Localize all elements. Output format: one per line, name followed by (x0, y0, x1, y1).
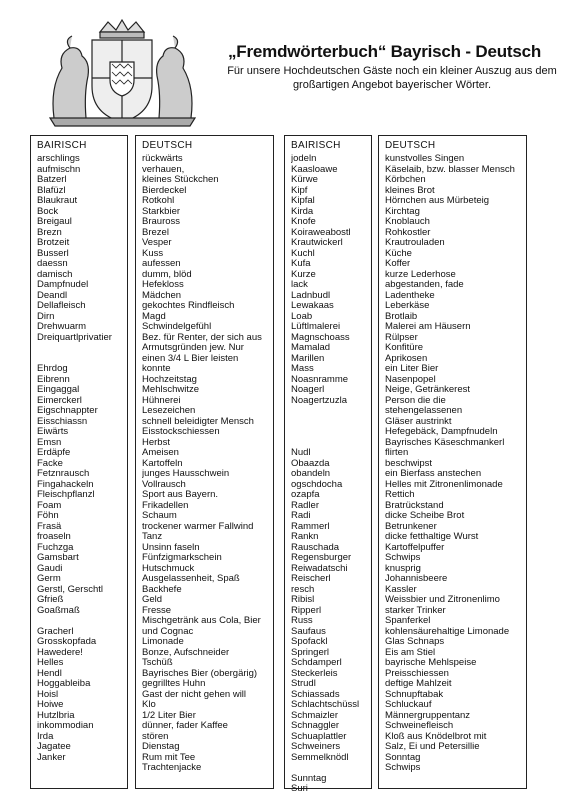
entry: Helles (37, 658, 64, 668)
entry: aufessen (142, 259, 181, 269)
entry: flirten (385, 448, 409, 458)
entry: Erdäpfe (37, 448, 71, 458)
entry: Kuss (142, 248, 164, 259)
entry: kohlensäurehaltige Limonade (385, 626, 510, 637)
entry: Hendl (37, 668, 62, 679)
entry: Schiassads (291, 689, 340, 700)
entry: lack (291, 280, 308, 290)
entry: Radi (291, 511, 311, 521)
entry: Hutzlbria (37, 710, 75, 721)
entry: Schnupftabak (385, 689, 444, 700)
entry: deftige Mahlzeit (385, 679, 452, 689)
entry: knusprig (385, 563, 421, 574)
entry: Kufa (291, 259, 311, 269)
subtitle-line-2: großartigen Angebot bayerischer Wörter. (292, 79, 492, 91)
entry: Rotkohl (142, 196, 175, 206)
entry: Blafüzl (37, 185, 66, 196)
entry: Schuaplattler (291, 731, 347, 742)
entry: Frikadellen (142, 500, 189, 511)
word-list (31, 154, 127, 763)
entry: abgestanden, fade (385, 280, 464, 290)
entry: Gaudi (37, 563, 63, 574)
entry: Eingaggal (37, 385, 80, 395)
entry: Frasä (37, 521, 62, 532)
entry: jodeln (291, 154, 317, 164)
entry: Betrunkener (385, 521, 437, 532)
entry: kunstvolles Singen (385, 154, 465, 164)
entry: Hawedere! (37, 647, 83, 658)
column-header: DEUTSCH (385, 140, 436, 151)
bavarian-coat-of-arms (40, 18, 205, 128)
entry: Krautwickerl (291, 238, 343, 248)
entry: gegrilltes Huhn (142, 679, 206, 689)
entry: Vollrausch (142, 479, 186, 490)
entry: Bratrückstand (385, 500, 444, 511)
entry: Weissbier und Zitronenlimo (385, 595, 500, 605)
entry: Radler (291, 500, 319, 511)
entry: junges Hausschwein (142, 469, 230, 479)
entry: Helles mit Zitronenlimonade (385, 479, 503, 490)
entry: Dampfnudel (37, 280, 89, 290)
entry: dicke Scheibe Brot (385, 511, 465, 521)
entry: Person die die (385, 395, 446, 406)
entry: Rülpser (385, 332, 418, 343)
entry: Janker (37, 752, 66, 763)
entry: Fetznrausch (37, 469, 90, 479)
entry: Nudl (291, 448, 311, 458)
entry: Ameisen (142, 448, 179, 458)
entry: inkommodian (37, 721, 94, 731)
entry: Föhn (37, 511, 59, 521)
entry: Suri (291, 784, 308, 794)
entry: Reischerl (291, 574, 331, 584)
entry: Kirchtag (385, 206, 420, 217)
entry: Salz, Ei und Petersillie (385, 742, 480, 752)
entry: beschwipst (385, 458, 432, 469)
entry: Gfrieß (37, 595, 64, 605)
entry: Knoblauch (385, 217, 430, 227)
entry: Bonze, Aufschneider (142, 647, 230, 658)
entry: Küche (385, 248, 412, 259)
entry: Brotzeit (37, 238, 70, 248)
entry: Glas Schnaps (385, 637, 445, 647)
entry: 1/2 Liter Bier (142, 710, 196, 721)
entry: Konfitüre (385, 343, 424, 353)
entry: Rammerl (291, 521, 330, 532)
entry: dumm, blöd (142, 269, 192, 280)
entry: Mamalad (291, 343, 331, 353)
entry: Ripperl (291, 605, 322, 616)
column-deutsch-1 (135, 135, 274, 789)
entry: Kipf (291, 185, 308, 196)
entry (291, 417, 371, 428)
entry: Eimerckerl (37, 395, 82, 406)
entry: Hochzeitstag (142, 374, 197, 385)
entry: Lesezeichen (142, 406, 196, 416)
entry: Rauschada (291, 542, 340, 553)
entry: verhauen, (142, 164, 185, 175)
entry: resch (291, 584, 315, 595)
column-header: BAIRISCH (37, 140, 87, 151)
entry: Spanferkel (385, 616, 431, 626)
entry: Kipfal (291, 196, 315, 206)
entry: Gläser austrinkt (385, 416, 452, 427)
entry: Facke (37, 458, 63, 469)
entry: damisch (37, 269, 73, 280)
entry: Batzerl (37, 175, 67, 185)
entry: Tanz (142, 532, 163, 542)
entry: Ladnbudl (291, 290, 331, 301)
entry: Kaasloawe (291, 164, 338, 175)
entry (291, 406, 371, 417)
entry: Russ (291, 616, 313, 626)
entry: Springerl (291, 647, 330, 658)
entry: ein Liter Bier (385, 364, 439, 374)
entry: Noasnramme (291, 374, 349, 385)
entry: Malerei am Häusern (385, 322, 471, 332)
entry: Deandl (37, 290, 68, 301)
entry: ein Bierfass anstechen (385, 469, 482, 479)
entry: Schweinefleisch (385, 721, 454, 731)
entry: Rohkostler (385, 227, 431, 238)
entry: Brauross (142, 217, 181, 227)
entry: Bock (37, 206, 59, 217)
entry: Lewakaas (291, 301, 334, 311)
entry: stören (142, 731, 169, 742)
entry: Schluckauf (385, 700, 432, 710)
entry: kurze Lederhose (385, 269, 456, 280)
entry: Sonntag (385, 752, 421, 763)
entry: Hühnerei (142, 395, 181, 406)
entry: Mass (291, 364, 314, 374)
entry: Schwips (385, 763, 421, 773)
entry: Schwindelgefühl (142, 322, 212, 332)
entry: Eisschiassn (37, 416, 88, 427)
entry: konnte (142, 364, 171, 374)
entry: Hoiwe (37, 700, 64, 710)
entry: Starkbier (142, 206, 181, 217)
entry: ozapfa (291, 490, 320, 500)
entry: Emsn (37, 437, 62, 448)
entry: froaseln (37, 532, 71, 542)
entry: Ehrdog (37, 364, 68, 374)
entry: Sport aus Bayern. (142, 490, 219, 500)
entry: Eibrenn (37, 374, 70, 385)
entry: Goaßmaß (37, 605, 80, 616)
entry: Hoggableiba (37, 679, 91, 689)
entry: Leberkäse (385, 301, 430, 311)
entry (37, 616, 127, 627)
entry: Ribisl (291, 595, 315, 605)
entry: Lüftlmalerei (291, 322, 341, 332)
entry: Foam (37, 500, 62, 511)
entry: trockener warmer Fallwind (142, 521, 254, 532)
entry: Koffer (385, 259, 411, 269)
entry: dünner, fader Kaffee (142, 721, 228, 731)
entry: Schweiners (291, 742, 341, 752)
subtitle-line-1: Für unsere Hochdeutschen Gäste noch ein kleiner Auszug aus dem (227, 65, 557, 77)
entry: Breigaul (37, 217, 72, 227)
entry: Brotlaib (385, 311, 418, 322)
word-list (285, 154, 371, 795)
entry: schnell beleidigter Mensch (142, 416, 254, 427)
entry: Bierdeckel (142, 185, 187, 196)
entry: Eigschnappter (37, 406, 98, 416)
entry: Kürwe (291, 175, 318, 185)
entry: Irda (37, 731, 54, 742)
entry: Regensburger (291, 553, 352, 563)
entry: Hefekloss (142, 280, 184, 290)
entry: Kurze (291, 269, 316, 280)
entry: Kartoffeln (142, 458, 183, 469)
entry: Knofe (291, 217, 316, 227)
entry: Bayrisches Bier (obergärig) (142, 668, 258, 679)
entry: Obaazda (291, 458, 330, 469)
entry: Magd (142, 311, 166, 322)
entry (291, 427, 371, 438)
entry: rückwärts (142, 154, 183, 164)
entry: Mehlschwitze (142, 385, 200, 395)
entry: Fleischpflanzl (37, 490, 95, 500)
entry: Vesper (142, 238, 172, 248)
entry: Magnschoass (291, 332, 350, 343)
entry: Rettich (385, 490, 415, 500)
entry: Semmelknödl (291, 752, 349, 763)
entry: Reiwadatschi (291, 563, 348, 574)
entry (291, 763, 371, 774)
entry: starker Trinker (385, 605, 446, 616)
entry: Drehwuarm (37, 322, 87, 332)
entry: Fünfzigmarkschein (142, 553, 222, 563)
entry: Tschüß (142, 658, 173, 668)
entry: Unsinn faseln (142, 542, 200, 553)
entry: Saufaus (291, 626, 326, 637)
entry: Käselaib, bzw. blasser Mensch (385, 164, 515, 175)
entry: Strudl (291, 679, 316, 689)
entry: Dirn (37, 311, 55, 322)
entry: Gast der nicht gehen will (142, 689, 247, 700)
entry: Mischgetränk aus Cola, Bier (142, 616, 261, 626)
entry: Limonade (142, 637, 184, 647)
entry: Schmaizler (291, 710, 338, 721)
entry: Körbchen (385, 175, 426, 185)
entry: einen 3/4 L Bier leisten (142, 353, 239, 364)
entry: Eis am Stiel (385, 647, 436, 658)
entry: Koiraweabostl (291, 227, 351, 238)
entry: Aprikosen (385, 353, 428, 364)
entry: Fuchzga (37, 542, 74, 553)
entry: Hoisl (37, 689, 59, 700)
entry: Fingahackeln (37, 479, 94, 490)
entry: Jagatee (37, 742, 71, 752)
column-header: BAIRISCH (291, 140, 341, 151)
entry: Johannisbeere (385, 574, 448, 584)
entry: Blaukraut (37, 196, 78, 206)
entry: dicke fetthaltige Wurst (385, 532, 479, 542)
entry: Kloß aus Knödelbrot mit (385, 731, 487, 742)
entry: Kartoffelpuffer (385, 542, 445, 553)
entry: Herbst (142, 437, 170, 448)
entry: Rankn (291, 532, 319, 542)
entry: Brezn (37, 227, 62, 238)
entry: Backhefe (142, 584, 182, 595)
entry: Schaum (142, 511, 177, 521)
entry: Neige, Getränkerest (385, 385, 471, 395)
entry: bayrische Mehlspeise (385, 658, 477, 668)
entry: ogschdocha (291, 479, 343, 490)
entry: Trachtenjacke (142, 763, 202, 773)
entry: kleines Brot (385, 185, 435, 196)
entry: Hörnchen aus Mürbeteig (385, 196, 490, 206)
entry: Spofackl (291, 637, 328, 647)
entry: Hefegebäck, Dampfnudeln (385, 427, 498, 437)
entry: Armutsgründen jew. Nur (142, 343, 244, 353)
entry: Nasenpopel (385, 374, 436, 385)
entry: Marillen (291, 353, 325, 364)
entry: und Cognac (142, 626, 194, 637)
entry: gekochtes Rindfleisch (142, 301, 235, 311)
entry: Dienstag (142, 742, 180, 752)
entry: Sunntag (291, 773, 327, 784)
entry: Noagertzuzla (291, 395, 347, 406)
entry: Noagerl (291, 385, 325, 395)
entry: Brezel (142, 227, 169, 238)
entry: Dellafleisch (37, 301, 86, 311)
entry: daessn (37, 259, 68, 269)
column-bairisch-1 (30, 135, 128, 789)
entry: Fresse (142, 605, 172, 616)
entry: Eiwärts (37, 427, 69, 437)
entry: Geld (142, 595, 163, 605)
column-header: DEUTSCH (142, 140, 193, 151)
entry: Kirda (291, 206, 314, 217)
entry: Kassler (385, 584, 417, 595)
entry: Ladentheke (385, 290, 435, 301)
entry: Bez. für Renter, der sich aus (142, 332, 262, 343)
entry: Klo (142, 700, 156, 710)
column-deutsch-2 (378, 135, 527, 789)
entry: Eisstockschiessen (142, 427, 220, 437)
entry: Krautrouladen (385, 238, 445, 248)
entry: Kuchl (291, 248, 315, 259)
entry: Grosskopfada (37, 637, 97, 647)
entry: Schlachtschüssl (291, 700, 360, 710)
entry: Rum mit Tee (142, 752, 196, 763)
word-list (379, 154, 526, 774)
entry: Preisschiessen (385, 668, 449, 679)
entry: kleines Stückchen (142, 175, 219, 185)
entry: Schwips (385, 553, 421, 563)
entry: obandeln (291, 469, 331, 479)
entry: arschlings (37, 154, 80, 164)
entry: Schdamperl (291, 658, 342, 668)
entry: Dreiquartlprivatier (37, 332, 112, 343)
entry: Busserl (37, 248, 69, 259)
entry: Ausgelassenheit, Spaß (142, 574, 240, 584)
entry: Bayrisches Käseschmankerl (385, 437, 505, 448)
entry (291, 438, 371, 449)
page-title: „Fremdwörterbuch“ Bayrisch - Deutsch (228, 42, 542, 61)
entry (37, 354, 127, 365)
entry: Schnaggler (291, 721, 340, 731)
entry (37, 343, 127, 354)
entry: Steckerleis (291, 668, 338, 679)
entry: Hutschmuck (142, 563, 195, 574)
entry: Gamsbart (37, 553, 79, 563)
entry: Loab (291, 311, 313, 322)
word-list (136, 154, 273, 774)
subtitle (222, 64, 562, 92)
entry: Männergruppentanz (385, 710, 471, 721)
column-bairisch-2 (284, 135, 372, 794)
entry: stehengelassenen (385, 406, 463, 416)
entry: Mädchen (142, 290, 182, 301)
entry: aufmischn (37, 164, 81, 175)
entry: Gerstl, Gerschtl (37, 584, 103, 595)
entry: Germ (37, 574, 61, 584)
entry: Gracherl (37, 626, 74, 637)
